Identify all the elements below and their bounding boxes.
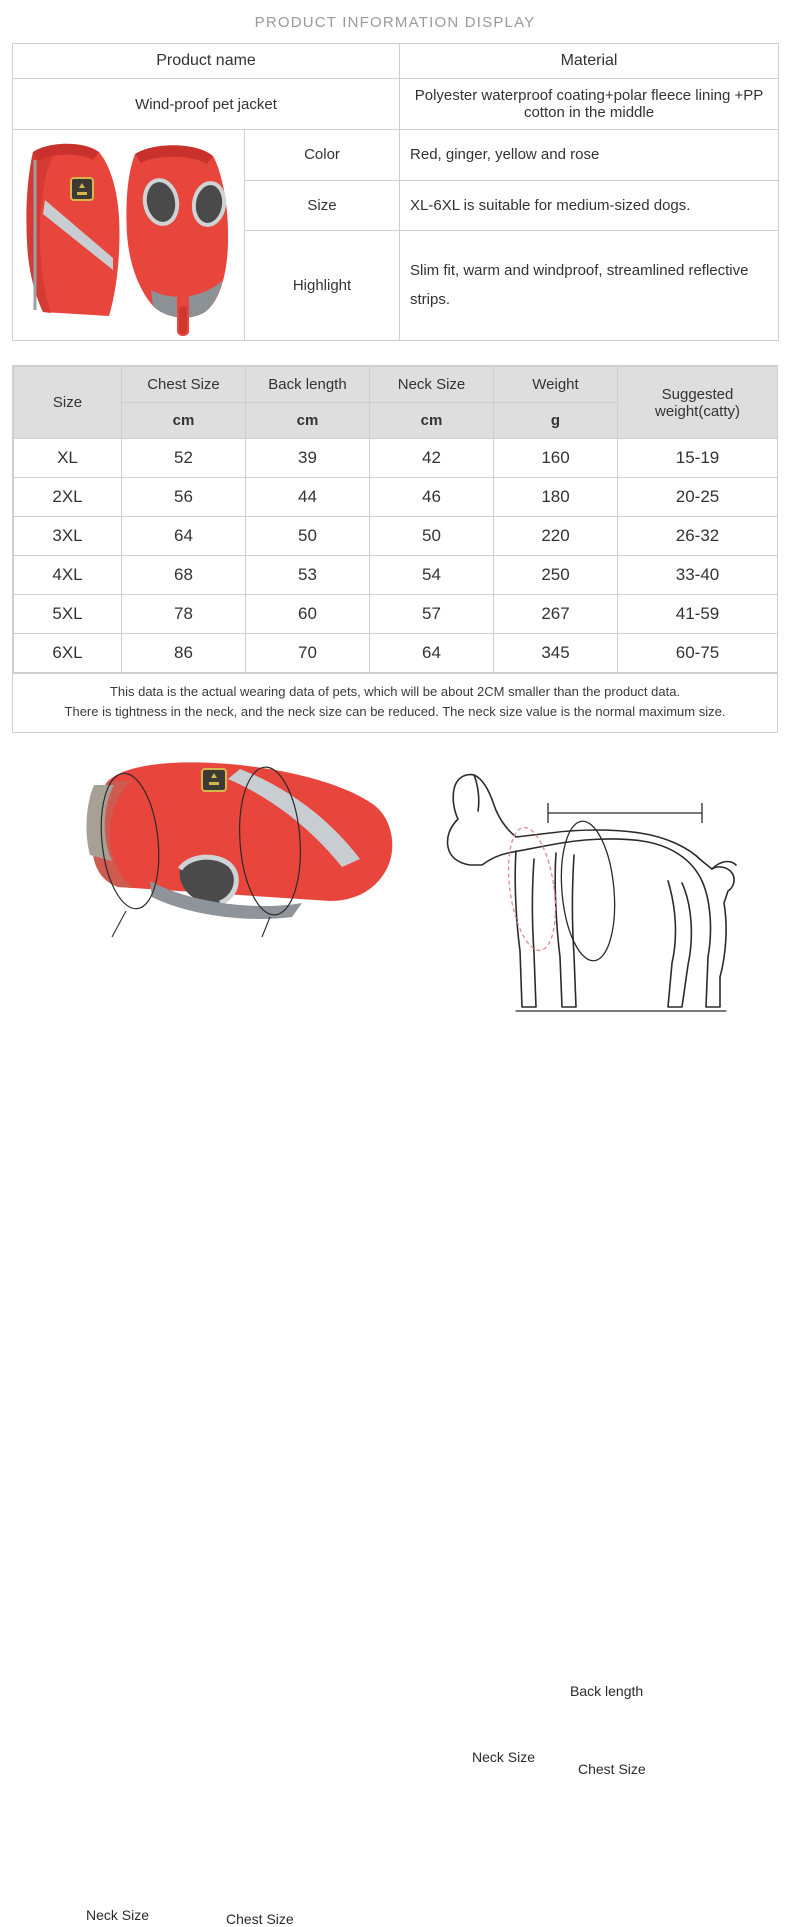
size-chart <box>12 365 778 733</box>
row-label-size: Size <box>245 180 400 231</box>
col-head-weight: Weight <box>494 367 618 403</box>
cell-size: 3XL <box>14 517 122 556</box>
cell-suggested-weight: 20-25 <box>618 478 778 517</box>
cell-weight: 345 <box>494 634 618 673</box>
row-value-size: XL-6XL is suitable for medium-sized dogs. <box>400 180 779 231</box>
row-label-color: Color <box>245 130 400 181</box>
jacket-photo-svg <box>13 130 245 340</box>
dog-back-length-label: Back length <box>570 1683 644 1700</box>
dog-chest-size-label: Chest Size <box>578 1761 646 1778</box>
cell-size: 4XL <box>14 556 122 595</box>
cell-suggested-weight: 33-40 <box>618 556 778 595</box>
cell-suggested-weight: 60-75 <box>618 634 778 673</box>
cell-chest: 56 <box>122 478 246 517</box>
cell-weight: 180 <box>494 478 618 517</box>
page-title: PRODUCT INFORMATION DISPLAY <box>254 14 536 31</box>
measurement-diagrams <box>0 751 790 1927</box>
unit-weight: g <box>494 403 618 439</box>
table-row <box>14 439 778 478</box>
cell-size: XL <box>14 439 122 478</box>
col-head-chest: Chest Size <box>122 367 246 403</box>
product-name-header: Product name <box>13 44 400 79</box>
table-row <box>13 79 779 130</box>
note-line-1: This data is the actual wearing data of pets, which will be about 2CM smaller than the product data. <box>109 684 681 699</box>
cell-weight: 267 <box>494 595 618 634</box>
col-head-back-length: Back length <box>246 367 370 403</box>
table-row <box>14 478 778 517</box>
cell-back-length: 70 <box>246 634 370 673</box>
cell-neck: 64 <box>370 634 494 673</box>
cell-size: 2XL <box>14 478 122 517</box>
cell-chest: 86 <box>122 634 246 673</box>
cell-neck: 57 <box>370 595 494 634</box>
product-name-value: Wind-proof pet jacket <box>13 79 400 130</box>
cell-back-length: 39 <box>246 439 370 478</box>
cell-suggested-weight: 41-59 <box>618 595 778 634</box>
jacket-measure-diagram <box>30 751 430 1071</box>
cell-weight: 250 <box>494 556 618 595</box>
unit-chest: cm <box>122 403 246 439</box>
note-line-2: There is tightness in the neck, and the neck size can be reduced. The neck size value is the normal maximum size. <box>64 704 726 720</box>
row-value-color: Red, ginger, yellow and rose <box>400 130 779 181</box>
cell-size: 6XL <box>14 634 122 673</box>
cell-neck: 42 <box>370 439 494 478</box>
material-value: Polyester waterproof coating+polar fleece lining +PP cotton in the middle <box>400 79 779 130</box>
jacket-neck-size-label: Neck Size <box>86 1907 150 1924</box>
jacket-chest-size-label: Chest Size <box>226 1911 294 1927</box>
table-row <box>14 556 778 595</box>
table-row <box>13 130 779 181</box>
cell-neck: 46 <box>370 478 494 517</box>
size-table <box>13 366 778 673</box>
cell-suggested-weight: 26-32 <box>618 517 778 556</box>
cell-back-length: 44 <box>246 478 370 517</box>
row-label-highlight: Highlight <box>245 231 400 341</box>
cell-back-length: 53 <box>246 556 370 595</box>
unit-back-length: cm <box>246 403 370 439</box>
cell-neck: 50 <box>370 517 494 556</box>
jacket-product-photo <box>13 130 245 341</box>
unit-neck: cm <box>370 403 494 439</box>
dog-measure-diagram <box>420 741 760 1051</box>
table-row <box>13 44 779 79</box>
product-info-table <box>12 43 779 341</box>
table-row <box>14 517 778 556</box>
cell-back-length: 50 <box>246 517 370 556</box>
size-table-note <box>13 673 777 732</box>
cell-back-length: 60 <box>246 595 370 634</box>
cell-chest: 68 <box>122 556 246 595</box>
cell-chest: 78 <box>122 595 246 634</box>
material-header: Material <box>400 44 779 79</box>
cell-weight: 220 <box>494 517 618 556</box>
col-head-suggested-weight: Suggested weight(catty) <box>618 367 778 439</box>
table-row <box>14 595 778 634</box>
size-table-header-row <box>14 367 778 403</box>
cell-size: 5XL <box>14 595 122 634</box>
row-value-highlight: Slim fit, warm and windproof, streamlined reflective strips. <box>400 231 779 341</box>
cell-weight: 160 <box>494 439 618 478</box>
col-head-size: Size <box>14 367 122 439</box>
table-row <box>14 634 778 673</box>
cell-neck: 54 <box>370 556 494 595</box>
dog-neck-size-label: Neck Size <box>472 1749 536 1766</box>
col-head-neck: Neck Size <box>370 367 494 403</box>
cell-suggested-weight: 15-19 <box>618 439 778 478</box>
cell-chest: 52 <box>122 439 246 478</box>
cell-chest: 64 <box>122 517 246 556</box>
